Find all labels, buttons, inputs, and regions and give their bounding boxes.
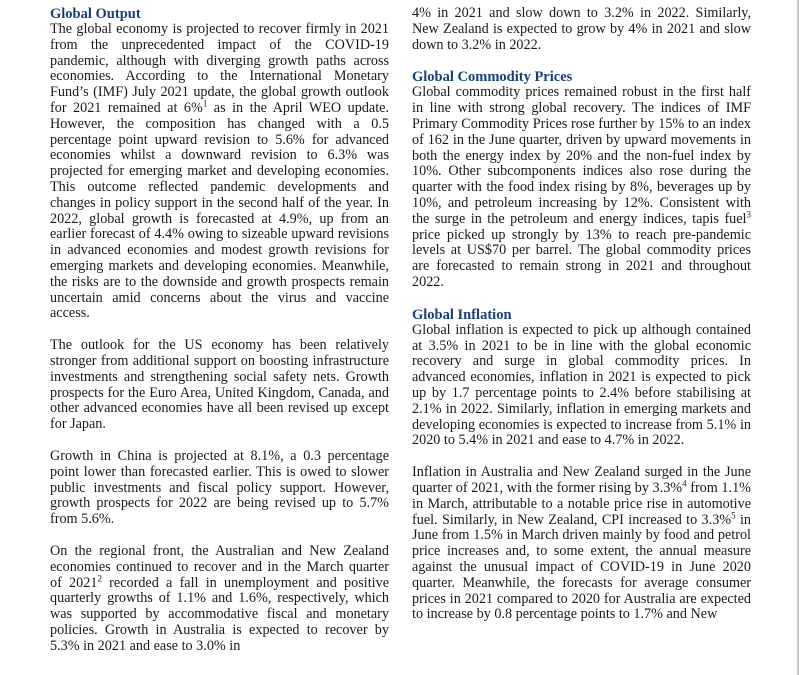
- heading-global-output: Global Output: [50, 6, 141, 22]
- paragraph-aus-nz-inflation: [412, 465, 751, 623]
- paragraph-us-outlook: The outlook for the US economy has been relatively stronger from additional support on boosting infrastructure investments and strengthening social safety nets. Growth prospects for the Euro Area, United Kingdom, Canada, and other advanced economies have all been revised up except for Japan.: [50, 337, 389, 433]
- spacer: [412, 53, 751, 69]
- spacer: [50, 433, 389, 449]
- paragraph-regional: [50, 544, 389, 655]
- paragraph-global-output: [50, 22, 389, 322]
- text: Global commodity prices remained robust in the first half in line with strong global recovery. The indices of IMF Primary Commodity Prices rose further by 15% to an index of 162 in the June quarter, driven by upward movements in both the energy index by 20% and the non-fuel index by 10%. Other subcomponents indices also rose during the quarter with the food index rising by 8%, beverages up by 10%, and petroleum increasing by 12%. Consistent with the surge in the petroleum and energy indices, tapis fuel: [412, 84, 751, 227]
- footnote-ref[interactable]: 2: [97, 572, 102, 583]
- paragraph-inflation: Global inflation is expected to pick up although contained at 3.5% in 2021 to be in line with the global economic recovery and surge in global commodity prices. In advanced economies, inflation in 2021 is expected to pick up by 1.7 percentage points to 2.4% before stabilising at 2.1% in 2022. Similarly, inflation in emerging markets and developing economies is expected to increase from 5.1% in 2020 to 5.4% in 2021 and ease to 4.7% in 2022.: [412, 321, 751, 449]
- text: On the regional front, the Australian and New Zealand economies continued to recover and in the March quarter of 2021: [50, 542, 389, 591]
- text: The global economy is projected to recover firmly in 2021 from the unprecedented impact of the COVID-19 pandemic, although with diverging growth paths across economies. According to the International Monetary Fund’s (IMF) July 2021 update, the global growth outlook for 2021 remained at 6%: [50, 21, 389, 116]
- footnote-ref[interactable]: 3: [746, 209, 751, 220]
- spacer: [50, 528, 389, 544]
- footnote-ref[interactable]: 1: [202, 98, 208, 109]
- spacer: [412, 449, 751, 465]
- paragraph-commodity: [412, 85, 751, 290]
- heading-global-commodity-prices: Global Commodity Prices: [412, 69, 573, 86]
- text: as in the April WEO update. However, the composition has changed with a 0.5 percentage point upward revision to 5.6% for advanced economies whilst a downward revision to 6.3% was projected for emerging market and developing economies. This outcome reflected pandemic developments and changes in policy support in the second half of the year. In 2022, global growth is forecasted at 4.9%, up from an earlier forecast of 4.4% owing to sizeable upward revisions in advanced economies and modest growth revisions for emerging markets and developing economies. Meanwhile, the risks are to the downside and growth prospects remain uncertain amid concerns about the virus and vaccine access.: [50, 99, 389, 322]
- text: in June from 1.5% in March driven mainly by food and petrol price increases and, to some extent, the annual measure against the unusual impact of COVID-19 in June 2020 quarter. Meanwhile, the forecasts for average consumer prices in 2021 compared to 2020 for Australia are expected to increase by 0.8 percentage points to 1.7% and New: [412, 511, 751, 623]
- paragraph-continuation: 4% in 2021 and slow down to 3.2% in 2022. Similarly, New Zealand is expected to grow by 4% in 2021 and slow down to 3.2% in 2022.: [412, 5, 751, 53]
- left-column: [50, 6, 389, 654]
- paragraph-china-growth: Growth in China is projected at 8.1%, a 0.3 percentage point lower than forecasted earlier. This is owed to slower public investments and fiscal policy support. However, growth prospects for 2022 are being revised up to 5.7% from 5.6%.: [50, 447, 389, 528]
- heading-global-inflation: Global Inflation: [412, 306, 512, 323]
- text: from 1.1% in March, attributable to a notable price rise in automotive fuel. Similarly, in New Zealand, CPI increased to 3.3%: [412, 479, 751, 528]
- right-column: [412, 6, 751, 623]
- footnote-ref[interactable]: 5: [731, 509, 736, 520]
- spacer: [50, 322, 389, 338]
- text: price picked up strongly by 13% to reach pre-pandemic levels at US$70 per barrel. The global commodity prices are forecasted to remain strong in 2021 and throughout 2022.: [412, 226, 751, 290]
- footnote-ref[interactable]: 4: [682, 478, 687, 489]
- spacer: [412, 291, 751, 307]
- text: Inflation in Australia and New Zealand surged in the June quarter of 2021, with the former rising by 3.3%: [412, 464, 751, 496]
- text: recorded a fall in unemployment and positive quarterly growths of 1.1% and 1.6%, respectively, which was supported by accommodative fiscal and monetary policies. Growth in Australia is expected to recover by 5.3% in 2021 and ease to 3.0% in: [50, 574, 389, 654]
